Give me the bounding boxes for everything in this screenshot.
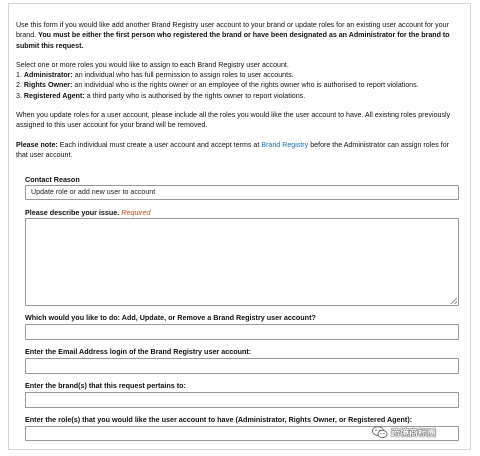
resize-handle-icon[interactable] (451, 298, 457, 304)
please-note: Please note: Each individual must create a user account and accept terms at Brand Registry before the Administrator can assign roles for that user account. (16, 140, 449, 159)
brands-input[interactable] (25, 392, 459, 408)
intro-paragraph: Use this form if you would like add another Brand Registry user account to your brand or update roles for an existing user account for your brand. You must be either the first person who registered the brand or have been designated as an Administrator for the brand to submit this request. (16, 21, 450, 50)
role-administrator: 1. Administrator: an individual who has full permission to assign roles to user accounts. (16, 71, 294, 80)
roles-label: Enter the role(s) that you would like the user account to have (Administrator, Rights Owner, or Registered Agent): (25, 415, 413, 424)
required-label: Required (121, 208, 151, 217)
email-input[interactable] (25, 358, 459, 374)
action-input[interactable] (25, 324, 459, 340)
contact-reason-label: Contact Reason (25, 175, 80, 184)
contact-reason-field[interactable]: Update role or add new user to account (25, 185, 459, 200)
form-instructions (16, 20, 458, 160)
describe-issue-textarea[interactable] (25, 218, 459, 306)
email-label: Enter the Email Address login of the Brand Registry user account: (25, 347, 252, 356)
wechat-icon (372, 426, 388, 439)
update-roles-note: When you update roles for a user account, please include all the roles you would like the user account to have. All existing roles previously assigned to this user account for your brand will be removed. (16, 111, 451, 130)
watermark (372, 425, 436, 439)
action-question-label: Which would you like to do: Add, Update, or Remove a Brand Registry user account? (25, 313, 316, 322)
brands-label: Enter the brand(s) that this request pertains to: (25, 381, 186, 390)
role-rights-owner: 2. Rights Owner: an individual who is the rights owner or an employee of the rights owner who is authorised to report violations. (16, 81, 419, 90)
intro-bold-note: You must be either the first person who registered the brand or have been designated as an Administrator for the brand to submit this request. (16, 31, 450, 50)
roles-intro: Select one or more roles you would like to assign to each Brand Registry user account. (16, 60, 289, 69)
describe-issue-label: Please describe your issue. Required (25, 208, 151, 217)
brand-registry-link[interactable]: Brand Registry (261, 140, 309, 149)
role-registered-agent: 3. Registered Agent: a third party who is authorised by the rights owner to report violations. (16, 91, 306, 100)
watermark-text: 跨境商标圈 (391, 427, 437, 438)
